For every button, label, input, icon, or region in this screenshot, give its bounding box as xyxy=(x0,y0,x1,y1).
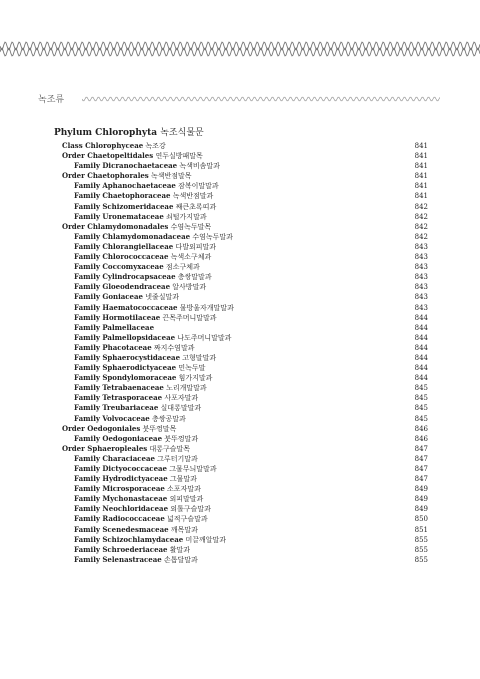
toc-entry-latin-name: Family Gloeodendraceae xyxy=(74,282,171,292)
toc-entry[interactable] xyxy=(62,323,428,333)
toc-entry[interactable] xyxy=(62,171,428,181)
toc-entry-korean-name: 물방울자개말말과 xyxy=(179,303,234,312)
toc-entry-korean-name: 그루터기말과 xyxy=(157,454,198,463)
toc-entry[interactable] xyxy=(62,383,428,393)
toc-entry[interactable] xyxy=(62,151,428,161)
toc-entry-latin-name: Family Mychonastaceae xyxy=(74,494,168,504)
toc-entry-latin-name: Family Dicranochaetaceae xyxy=(74,161,178,171)
toc-entry[interactable] xyxy=(62,141,428,151)
toc-entry-korean-name: 대롱구슬말목 xyxy=(149,444,191,453)
toc-entry-label xyxy=(74,262,200,272)
toc-entry-page-number: 849 xyxy=(414,505,428,514)
toc-entry-page-number: 855 xyxy=(414,545,428,554)
toc-entry-korean-name: 실대롱말말과 xyxy=(160,404,202,413)
toc-entry-latin-name: Family Sphaerocystidaceae xyxy=(74,352,181,362)
toc-entry-latin-name: Family Dictyococcaceae xyxy=(74,464,168,473)
toc-entry-page-number: 845 xyxy=(414,414,428,423)
toc-entry-latin-name: Family Chlamydomonadaceae xyxy=(74,231,191,241)
toc-entry-label xyxy=(74,373,212,383)
toc-entry-page-number: 851 xyxy=(414,525,428,534)
toc-entry-label xyxy=(74,353,216,363)
toc-entry-korean-name: 활말과 xyxy=(169,545,191,554)
table-of-contents xyxy=(62,141,428,565)
toc-entry-korean-name: 넓적구슬말과 xyxy=(167,515,208,524)
toc-entry-page-number: 847 xyxy=(414,454,428,463)
toc-entry-latin-name: Family Goniaceae xyxy=(74,292,143,302)
toc-entry-latin-name: Family Chlorangiellaceae xyxy=(74,241,174,251)
toc-entry-page-number: 849 xyxy=(414,495,428,504)
toc-entry[interactable] xyxy=(62,242,428,252)
toc-entry-label xyxy=(74,494,203,504)
toc-entry-label xyxy=(74,252,211,262)
toc-entry[interactable] xyxy=(62,272,428,282)
toc-entry-latin-name: Family Schizochlamydaceae xyxy=(74,534,184,544)
toc-entry-korean-name: 녹조강 xyxy=(145,142,166,150)
toc-entry[interactable] xyxy=(62,535,428,545)
toc-entry-page-number: 842 xyxy=(414,232,428,241)
toc-entry-latin-name: Family Cylindrocapsaceae xyxy=(74,272,176,282)
toc-entry-latin-name: Family Tetrabaenaceae xyxy=(74,383,164,393)
decorative-wave-border xyxy=(0,38,480,60)
toc-entry-label xyxy=(74,393,198,403)
toc-entry-page-number: 855 xyxy=(414,555,428,564)
phylum-korean-name: 녹조식물문 xyxy=(160,128,204,138)
toc-entry-page-number: 842 xyxy=(414,202,428,211)
toc-entry-page-number: 842 xyxy=(414,212,428,221)
toc-entry-korean-name: 힘가지말과 xyxy=(178,374,213,383)
toc-entry-label xyxy=(62,424,176,434)
toc-entry-label xyxy=(74,212,207,222)
toc-entry-latin-name: Family Hormotilaceae xyxy=(74,312,161,322)
phylum-title xyxy=(54,125,204,138)
toc-entry-latin-name: Family Phacotaceae xyxy=(74,342,152,352)
toc-entry-korean-name: 짜지수염말과 xyxy=(153,343,195,352)
toc-entry-korean-name: 쇠털가지말과 xyxy=(166,212,207,221)
toc-entry-label xyxy=(62,444,190,454)
toc-entry-label xyxy=(74,414,186,424)
toc-entry-label xyxy=(74,525,198,535)
toc-entry-page-number: 844 xyxy=(414,364,428,373)
toc-entry-label xyxy=(74,181,219,191)
toc-entry-latin-name: Family Haematococcaceae xyxy=(74,302,178,312)
toc-entry-latin-name: Family Chaetophoraceae xyxy=(74,191,171,201)
toc-entry-latin-name: Class Chlorophyceae xyxy=(62,141,144,150)
toc-entry-page-number: 843 xyxy=(414,253,428,262)
toc-entry-latin-name: Order Chlamydomonadales xyxy=(62,221,169,231)
toc-entry[interactable] xyxy=(62,252,428,262)
toc-entry-label xyxy=(74,232,233,242)
toc-entry-latin-name: Order Sphaeropleales xyxy=(62,443,148,453)
toc-entry-label xyxy=(74,464,217,474)
toc-entry-latin-name: Family Treubariaceae xyxy=(74,403,159,413)
toc-entry-latin-name: Family Volvocaceae xyxy=(74,413,150,423)
toc-entry[interactable] xyxy=(62,262,428,272)
toc-entry[interactable] xyxy=(62,504,428,514)
toc-entry-latin-name: Family Uronemataceae xyxy=(74,211,164,221)
toc-entry-page-number: 844 xyxy=(414,374,428,383)
toc-entry-page-number: 843 xyxy=(414,263,428,272)
toc-entry-korean-name: 넷줄실말과 xyxy=(145,293,180,302)
toc-entry[interactable] xyxy=(62,393,428,403)
toc-entry-korean-name: 수염녹두말과 xyxy=(192,232,233,241)
toc-entry-korean-name: 연두실방패말목 xyxy=(155,152,203,161)
toc-entry-latin-name: Order Oedogoniales xyxy=(62,423,141,433)
toc-entry[interactable] xyxy=(62,484,428,494)
toc-entry-latin-name: Family Chlorococcaceae xyxy=(74,252,169,262)
toc-entry-label xyxy=(74,343,194,353)
toc-entry[interactable] xyxy=(62,212,428,222)
toc-entry-page-number: 844 xyxy=(414,353,428,362)
toc-entry-label xyxy=(62,171,192,181)
toc-entry[interactable] xyxy=(62,414,428,424)
toc-entry-korean-name: 그물말과 xyxy=(169,475,197,484)
toc-entry-page-number: 849 xyxy=(414,485,428,494)
toc-entry-latin-name: Family Schroederiaceae xyxy=(74,544,168,554)
toc-entry-latin-name: Family Palmellaceae xyxy=(74,322,155,332)
toc-entry-korean-name: 녹색비솜말과 xyxy=(179,162,220,171)
toc-entry-korean-name: 층쌍말말과 xyxy=(177,273,212,282)
toc-entry-latin-name: Order Chaetophorales xyxy=(62,171,149,181)
toc-entry-page-number: 846 xyxy=(414,424,428,433)
toc-entry-latin-name: Family Spondylomoraceae xyxy=(74,373,177,383)
toc-entry[interactable] xyxy=(62,373,428,383)
toc-entry[interactable] xyxy=(62,444,428,454)
toc-entry-korean-name: 녹색반점말과 xyxy=(172,192,214,201)
toc-entry-korean-name: 깨목말과 xyxy=(170,525,198,534)
toc-entry-label xyxy=(74,555,198,565)
toc-entry-page-number: 843 xyxy=(414,303,428,312)
toc-entry-page-number: 850 xyxy=(414,515,428,524)
toc-entry-page-number: 845 xyxy=(414,404,428,413)
toc-entry-latin-name: Family Aphanochaetaceae xyxy=(74,181,176,191)
toc-entry[interactable] xyxy=(62,292,428,302)
toc-entry-korean-name: 소포자말과 xyxy=(167,485,201,494)
toc-entry[interactable] xyxy=(62,424,428,434)
toc-entry-label xyxy=(74,313,217,323)
toc-entry-label xyxy=(74,403,201,413)
toc-entry[interactable] xyxy=(62,191,428,201)
toc-entry-page-number: 843 xyxy=(414,273,428,282)
toc-entry-korean-name: 고형말말과 xyxy=(182,353,217,362)
toc-entry[interactable] xyxy=(62,454,428,464)
toc-entry-latin-name: Family Schizomeridaceae xyxy=(74,201,174,211)
toc-entry-latin-name: Family Hydrodictyaceae xyxy=(74,474,168,484)
toc-entry-latin-name: Family Coccomyxaceae xyxy=(74,262,164,272)
toc-entry-label xyxy=(74,191,213,201)
toc-entry-page-number: 841 xyxy=(414,172,428,181)
toc-entry-page-number: 841 xyxy=(414,152,428,161)
toc-entry-label xyxy=(62,222,211,232)
toc-entry[interactable] xyxy=(62,333,428,343)
toc-entry-latin-name: Family Microsporaceae xyxy=(74,484,165,494)
toc-entry-korean-name: 녹색소구체과 xyxy=(170,253,212,262)
toc-entry-korean-name: 녹색반점말목 xyxy=(150,172,192,181)
toc-entry[interactable] xyxy=(62,514,428,524)
toc-entry[interactable] xyxy=(62,545,428,555)
toc-entry-label xyxy=(74,161,220,171)
toc-entry-label xyxy=(74,272,212,282)
toc-entry-latin-name: Family Radiococcaceae xyxy=(74,514,165,524)
toc-entry-page-number: 842 xyxy=(414,222,428,231)
toc-entry-korean-name: 그물무늬말말과 xyxy=(169,465,217,473)
toc-entry-label xyxy=(74,303,234,313)
toc-entry-label xyxy=(74,242,216,252)
toc-entry-label xyxy=(74,383,207,393)
toc-entry[interactable] xyxy=(62,282,428,292)
toc-entry-label xyxy=(74,484,201,494)
toc-entry-page-number: 847 xyxy=(414,465,428,473)
toc-entry-latin-name: Family Palmellopsidaceae xyxy=(74,332,176,342)
toc-entry-label xyxy=(74,434,198,444)
toc-entry[interactable] xyxy=(62,434,428,444)
toc-entry-label xyxy=(74,504,211,514)
toc-entry-label xyxy=(74,202,216,212)
toc-entry-korean-name: 수염녹두말목 xyxy=(170,222,212,231)
toc-entry-korean-name: 점소구체과 xyxy=(165,263,200,272)
toc-entry-page-number: 844 xyxy=(414,313,428,322)
toc-entry-page-number: 844 xyxy=(414,333,428,342)
toc-entry-korean-name: 째큰초록띠과 xyxy=(175,202,217,211)
toc-entry-page-number: 841 xyxy=(414,192,428,201)
toc-entry[interactable] xyxy=(62,303,428,313)
toc-entry-korean-name: 외톨구슬말과 xyxy=(170,505,211,514)
section-header xyxy=(38,92,440,106)
toc-entry-page-number: 845 xyxy=(414,394,428,403)
phylum-latin-name: Phylum Chlorophyta xyxy=(54,128,158,138)
toc-entry-label xyxy=(62,151,203,161)
toc-entry-page-number: 843 xyxy=(414,283,428,292)
section-divider-wave xyxy=(82,94,440,104)
toc-entry-korean-name: 사포자말과 xyxy=(164,394,199,403)
toc-entry-korean-name: 민녹두말 xyxy=(178,364,206,373)
toc-entry-page-number: 845 xyxy=(414,384,428,393)
toc-entry-korean-name: 다발외피말과 xyxy=(175,242,217,251)
toc-entry-korean-name: 층쌍공말과 xyxy=(151,414,186,423)
toc-entry-korean-name: 붓뚜껑말목 xyxy=(142,424,177,433)
toc-entry-label xyxy=(74,363,205,373)
toc-entry[interactable] xyxy=(62,313,428,323)
toc-entry[interactable] xyxy=(62,363,428,373)
toc-entry-latin-name: Family Scenedesmaceae xyxy=(74,524,169,534)
toc-entry[interactable] xyxy=(62,202,428,212)
toc-entry[interactable] xyxy=(62,161,428,171)
toc-entry-page-number: 844 xyxy=(414,323,428,332)
toc-entry-korean-name: 붓뚜껑말과 xyxy=(164,434,199,443)
toc-entry-korean-name: 노리개말말과 xyxy=(166,384,207,393)
toc-entry-korean-name: 미끌깨알말과 xyxy=(185,535,227,544)
toc-entry-latin-name: Family Tetrasporaceae xyxy=(74,393,163,403)
toc-entry-label xyxy=(74,454,198,464)
toc-entry[interactable] xyxy=(62,181,428,191)
toc-entry-page-number: 846 xyxy=(414,434,428,443)
toc-entry-label xyxy=(74,535,226,545)
toc-entry-page-number: 841 xyxy=(414,162,428,171)
toc-entry-label xyxy=(74,474,197,484)
toc-entry-latin-name: Family Oedogoniaceae xyxy=(74,433,163,443)
toc-entry-page-number: 844 xyxy=(414,343,428,352)
toc-entry-korean-name: 끈목주머니말말과 xyxy=(162,313,217,322)
toc-entry-korean-name: 잠복이말말과 xyxy=(178,182,219,191)
toc-entry-page-number: 847 xyxy=(414,475,428,484)
toc-entry[interactable] xyxy=(62,464,428,474)
toc-entry-latin-name: Family Characiaceae xyxy=(74,453,155,463)
toc-entry-label xyxy=(74,514,208,524)
toc-entry-label xyxy=(62,141,166,151)
toc-entry[interactable] xyxy=(62,343,428,353)
toc-entry-label xyxy=(74,545,190,555)
toc-entry[interactable] xyxy=(62,555,428,565)
toc-entry-label xyxy=(74,333,231,343)
toc-entry-page-number: 843 xyxy=(414,242,428,251)
toc-entry-latin-name: Family Selenastraceae xyxy=(74,554,162,564)
section-title: 녹조류 xyxy=(38,95,65,105)
toc-entry-korean-name: 손톱달말과 xyxy=(163,555,198,564)
toc-entry-page-number: 843 xyxy=(414,293,428,302)
toc-entry-latin-name: Order Chaetopeltidales xyxy=(62,151,154,161)
toc-entry-page-number: 855 xyxy=(414,535,428,544)
toc-entry-page-number: 841 xyxy=(414,142,428,150)
toc-entry[interactable] xyxy=(62,403,428,413)
toc-entry-page-number: 841 xyxy=(414,182,428,191)
toc-entry-label xyxy=(74,323,154,333)
toc-entry-latin-name: Family Neochloridaceae xyxy=(74,504,169,514)
toc-entry-label xyxy=(74,292,179,302)
toc-entry-korean-name: 알사방말과 xyxy=(172,283,207,292)
toc-entry[interactable] xyxy=(62,494,428,504)
toc-entry-korean-name: 나도주머니말말과 xyxy=(177,333,232,342)
toc-entry[interactable] xyxy=(62,232,428,242)
toc-entry[interactable] xyxy=(62,474,428,484)
toc-entry-label xyxy=(74,282,206,292)
toc-entry[interactable] xyxy=(62,353,428,363)
toc-entry-latin-name: Family Sphaerodictyaceae xyxy=(74,363,177,373)
toc-entry[interactable] xyxy=(62,222,428,232)
toc-entry-korean-name: 외피말말과 xyxy=(169,495,204,504)
toc-entry-page-number: 847 xyxy=(414,444,428,453)
toc-entry[interactable] xyxy=(62,525,428,535)
